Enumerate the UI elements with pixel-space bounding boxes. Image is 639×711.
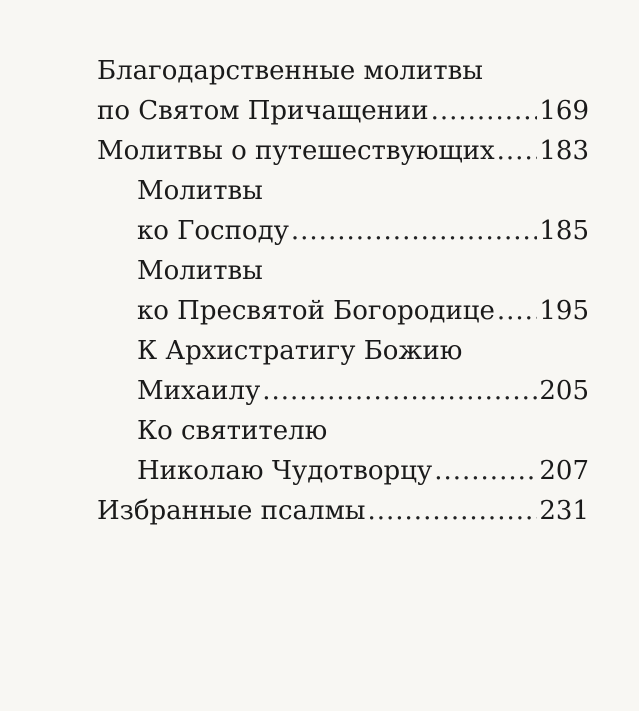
toc-page-number: 185	[539, 216, 589, 246]
toc-entry-title: Михаилу	[137, 376, 261, 406]
toc-line	[97, 51, 589, 91]
table-of-contents	[97, 51, 589, 531]
dot-leader	[262, 371, 537, 411]
toc-entry	[97, 371, 589, 411]
toc-page-number: 195	[539, 296, 589, 326]
toc-page-number: 205	[539, 376, 589, 406]
toc-entry-title: Благодарственные молитвы	[97, 56, 483, 86]
toc-entry-title: Молитвы	[137, 176, 263, 206]
toc-page-number: 169	[539, 96, 589, 126]
toc-entry	[97, 211, 589, 251]
toc-entry	[97, 291, 589, 331]
toc-entry-title: К Архистратигу Божию	[137, 336, 463, 366]
dot-leader	[431, 91, 538, 131]
toc-page-number: 207	[539, 456, 589, 486]
toc-entry-title: Избранные псалмы	[97, 496, 366, 526]
toc-entry-title: ко Пресвятой Богородице	[137, 296, 495, 326]
dot-leader	[367, 491, 537, 531]
toc-entry-title: по Святом Причащении	[97, 96, 429, 126]
toc-entry	[97, 91, 589, 131]
toc-line	[97, 171, 589, 211]
toc-entry-title: ко Господу	[137, 216, 289, 246]
toc-entry-title: Молитвы	[137, 256, 263, 286]
toc-entry-title: Ко святителю	[137, 416, 328, 446]
dot-leader	[497, 131, 538, 171]
toc-line	[97, 331, 589, 371]
toc-entry	[97, 131, 589, 171]
toc-entry	[97, 491, 589, 531]
toc-page-number: 183	[539, 136, 589, 166]
toc-entry-title: Молитвы о путешествующих	[97, 136, 495, 166]
dot-leader	[291, 211, 537, 251]
dot-leader	[497, 291, 537, 331]
toc-entry-title: Николаю Чудотворцу	[137, 456, 433, 486]
toc-line	[97, 251, 589, 291]
toc-entry	[97, 451, 589, 491]
toc-page-number: 231	[539, 496, 589, 526]
toc-line	[97, 411, 589, 451]
dot-leader	[434, 451, 537, 491]
